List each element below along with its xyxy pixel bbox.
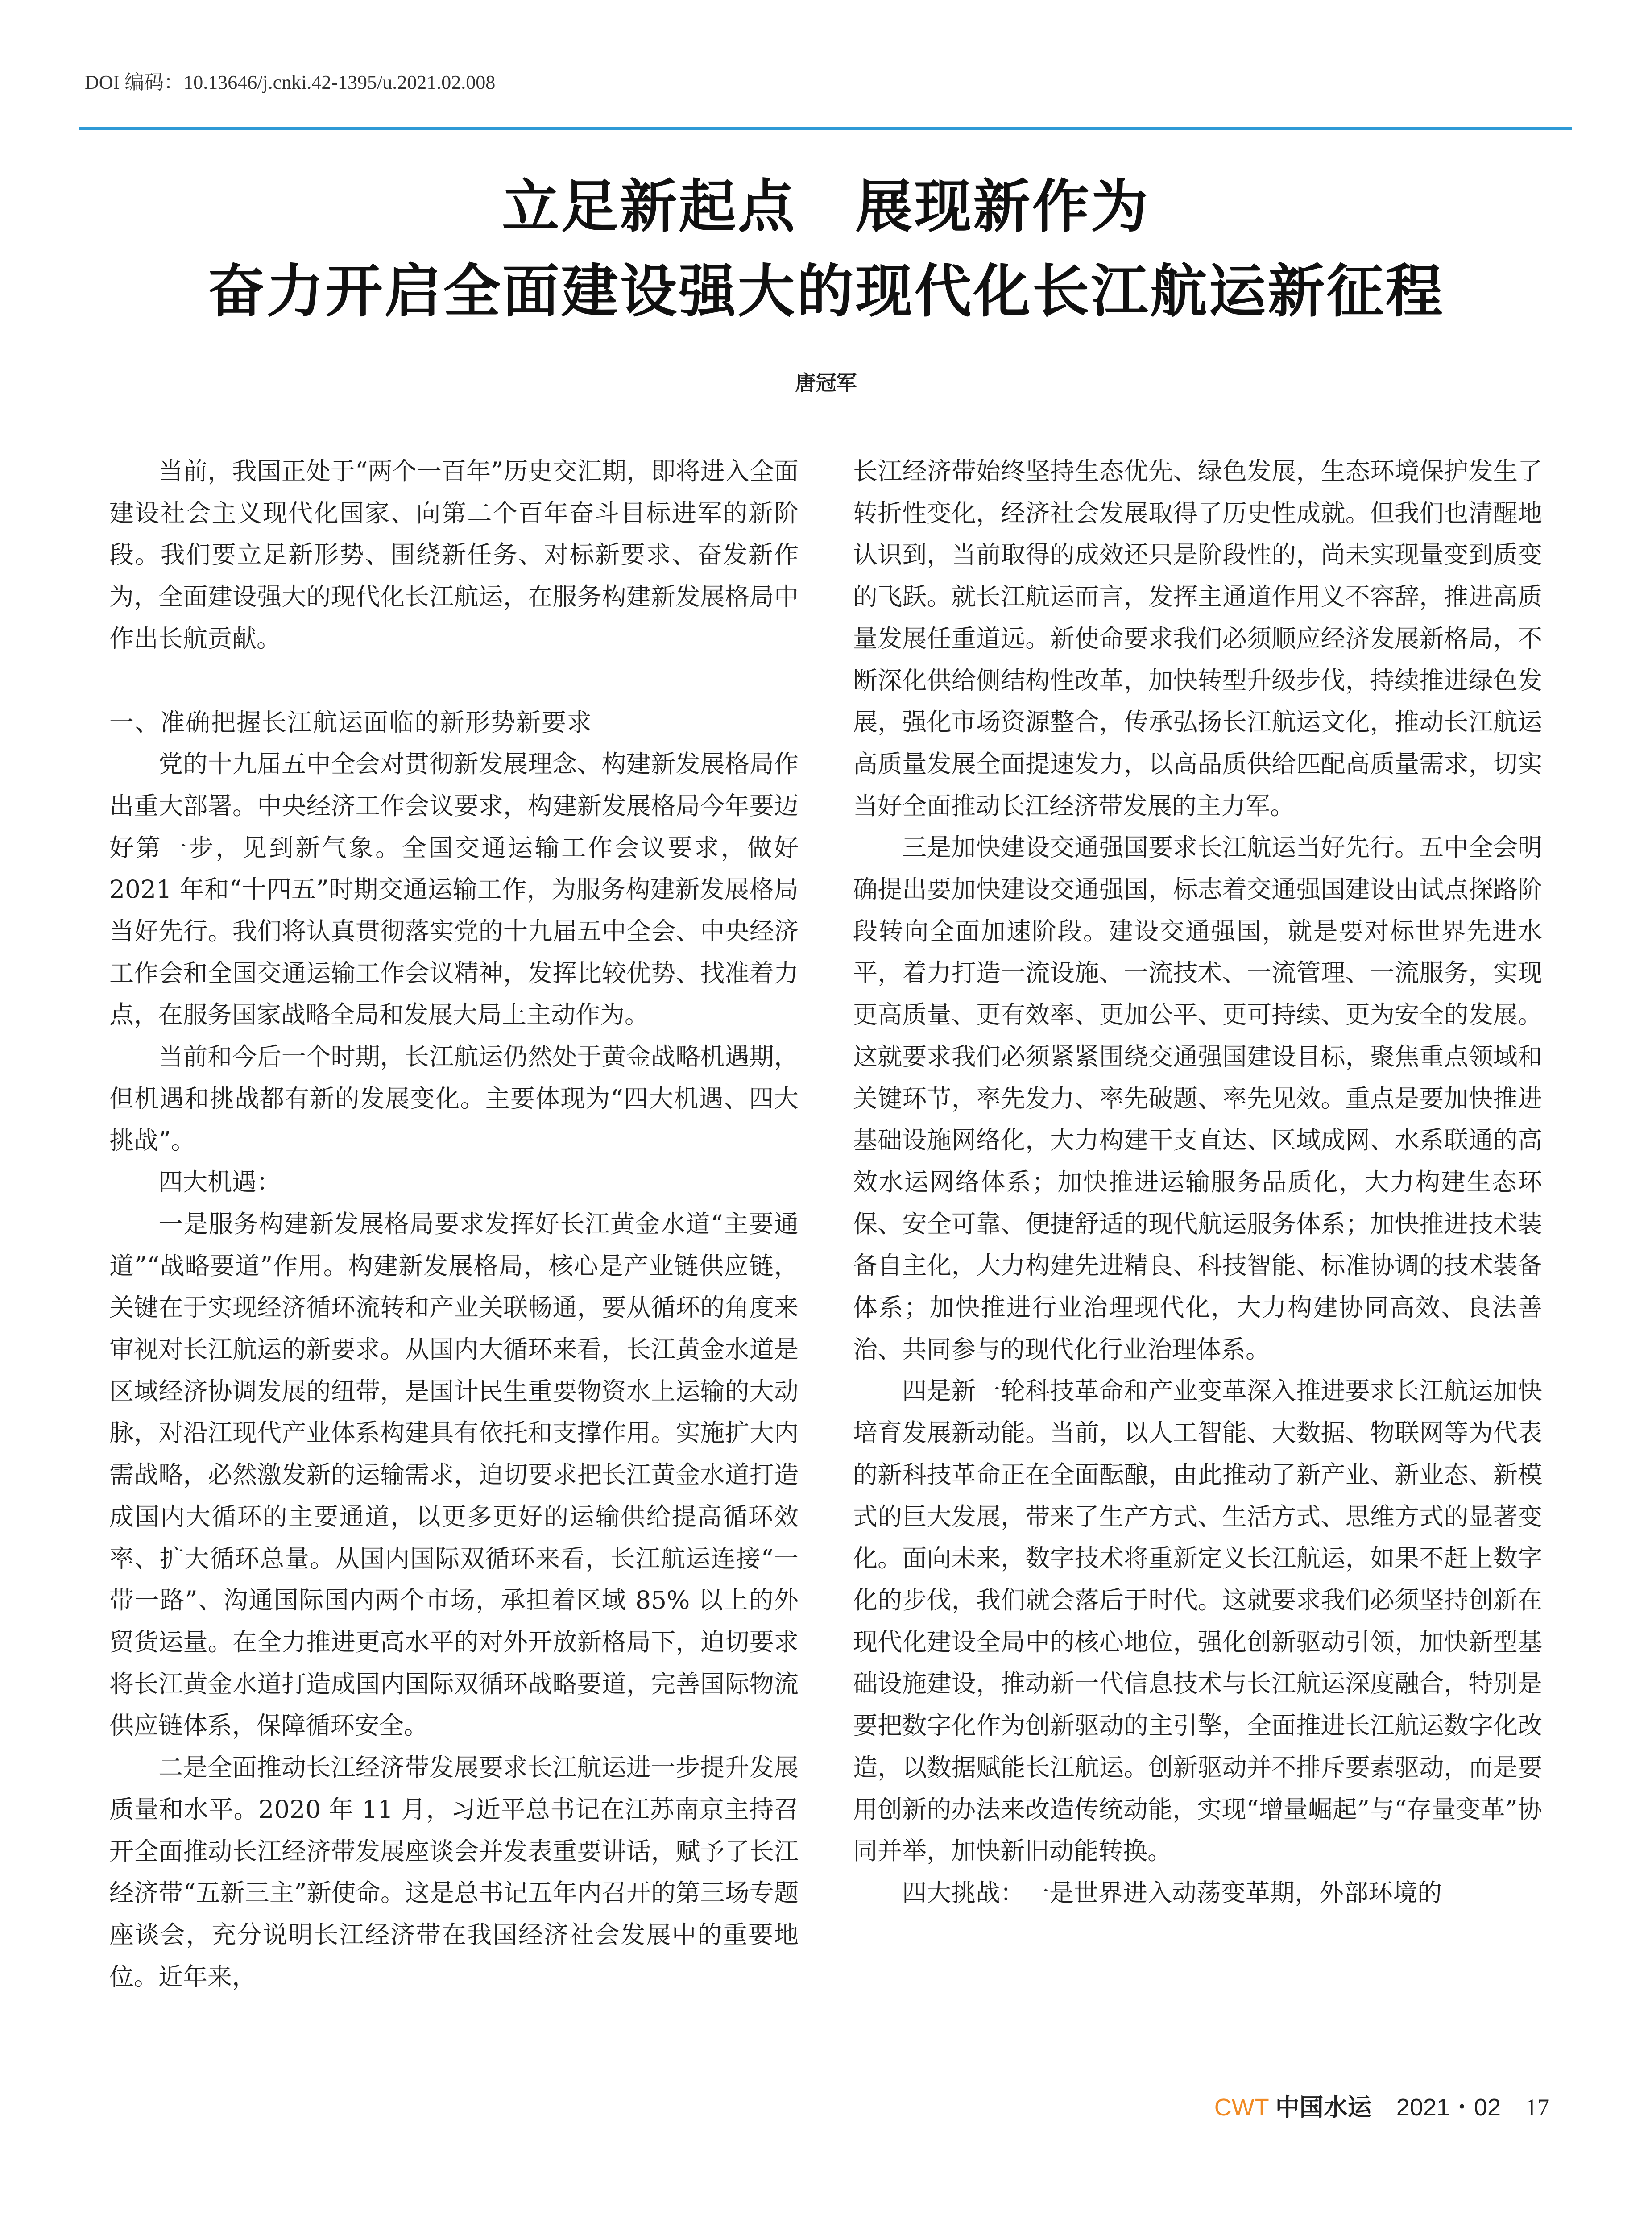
paragraph: 党的十九届五中全会对贯彻新发展理念、构建新发展格局作出重大部署。中央经济工作会议要求，构建新发展格局今年要迈好第一步，见到新气象。全国交通运输工作会议要求，做好 2021 年和“十四五”时期交通运输工作，为服务构建新发展格局当好先行。我们将认真贯彻落实党的十九届五中全会、中央经济工作会和全国交通运输工作会议精神，发挥比较优势、找准着力点，在服务国家战略全局和发展大局上主动作为。 bbox=[109, 750, 799, 1029]
paragraph: 长江经济带始终坚持生态优先、绿色发展，生态环境保护发生了转折性变化，经济社会发展取得了历史性成就。但我们也清醒地认识到，当前取得的成效还只是阶段性的，尚未实现量变到质变的飞跃。就长江航运而言，发挥主通道作用义不容辞，推进高质量发展任重道远。新使命要求我们必须顺应经济发展新格局，不断深化供给侧结构性改革，加快转型升级步伐，持续推进绿色发展，强化市场资源整合，传承弘扬长江航运文化，推动长江航运高质量发展全面提速发力，以高品质供给匹配高质量需求，切实当好全面推动长江经济带发展的主力军。 bbox=[853, 457, 1542, 820]
paragraph: 四大挑战：一是世界进入动荡变革期，外部环境的 bbox=[902, 1878, 1442, 1907]
paragraph: 三是加快建设交通强国要求长江航运当好先行。五中全会明确提出要加快建设交通强国，标志着交通强国建设由试点探路阶段转向全面加速阶段。建设交通强国，就是要对标世界先进水平，着力打造一流设施、一流技术、一流管理、一流服务，实现更高质量、更有效率、更加公平、更可持续、更为安全的发展。这就要求我们必须紧紧围绕交通强国建设目标，聚焦重点领域和关键环节，率先发力、率先破题、率先见效。重点是要加快推进基础设施网络化，大力构建干支直达、区域成网、水系联通的高效水运网络体系；加快推进运输服务品质化，大力构建生态环保、安全可靠、便捷舒适的现代航运服务体系；加快推进技术装备自主化，大力构建先进精良、科技智能、标准协调的技术装备体系；加快推进行业治理现代化，大力构建协同高效、良法善治、共同参与的现代化行业治理体系。 bbox=[853, 833, 1542, 1364]
article-title-line-2: 奋力开启全面建设强大的现代化长江航运新征程 bbox=[207, 258, 1445, 325]
doi-code: DOI 编码：10.13646/j.cnki.42-1395/u.2021.02.008 bbox=[85, 71, 496, 93]
article-title-line-1: 立足新起点 展现新作为 bbox=[502, 173, 1150, 240]
intro-paragraph: 当前，我国正处于“两个一百年”历史交汇期，即将进入全面建设社会主义现代化国家、向第二个百年奋斗目标进军的新阶段。我们要立足新形势、围绕新任务、对标新要求、奋发新作为，全面建设强大的现代化长江航运，在服务构建新发展格局中作出长航贡献。 bbox=[109, 457, 799, 653]
author-name: 唐冠军 bbox=[795, 371, 857, 395]
journal-brand-logo: CWT bbox=[1214, 2094, 1269, 2121]
right-column bbox=[853, 451, 1542, 1914]
left-column bbox=[109, 451, 799, 1998]
page-footer bbox=[1214, 2088, 1549, 2123]
header-rule bbox=[79, 127, 1572, 130]
section-heading-1: 一、准确把握长江航运面临的新形势新要求 bbox=[109, 708, 593, 737]
page-number: 17 bbox=[1525, 2094, 1549, 2121]
paragraph: 四大机遇： bbox=[158, 1168, 282, 1197]
paragraph: 一是服务构建新发展格局要求发挥好长江黄金水道“主要通道”“战略要道”作用。构建新发展格局，核心是产业链供应链，关键在于实现经济循环流转和产业关联畅通，要从循环的角度来审视对长江航运的新要求。从国内大循环来看，长江黄金水道是区域经济协调发展的纽带，是国计民生重要物资水上运输的大动脉，对沿江现代产业体系构建具有依托和支撑作用。实施扩大内需战略，必然激发新的运输需求，迫切要求把长江黄金水道打造成国内大循环的主要通道，以更多更好的运输供给提高循环效率、扩大循环总量。从国内国际双循环来看，长江航运连接“一带一路”、沟通国际国内两个市场，承担着区域 85% 以上的外贸货运量。在全力推进更高水平的对外开放新格局下，迫切要求将长江黄金水道打造成国内国际双循环战略要道，完善国际物流供应链体系，保障循环安全。 bbox=[109, 1209, 799, 1740]
paragraph: 二是全面推动长江经济带发展要求长江航运进一步提升发展质量和水平。2020 年 11 月，习近平总书记在江苏南京主持召开全面推动长江经济带发展座谈会并发表重要讲话，赋予了长江经济带“五新三主”新使命。这是总书记五年内召开的第三场专题座谈会，充分说明长江经济带在我国经济社会发展中的重要地位。近年来， bbox=[109, 1753, 799, 1991]
paragraph: 四是新一轮科技革命和产业变革深入推进要求长江航运加快培育发展新动能。当前，以人工智能、大数据、物联网等为代表的新科技革命正在全面酝酿，由此推动了新产业、新业态、新模式的巨大发展，带来了生产方式、生活方式、思维方式的显著变化。面向未来，数字技术将重新定义长江航运，如果不赶上数字化的步伐，我们就会落后于时代。这就要求我们必须坚持创新在现代化建设全局中的核心地位，强化创新驱动引领，加快新型基础设施建设，推动新一代信息技术与长江航运深度融合，特别是要把数字化作为创新驱动的主引擎，全面推进长江航运数字化改造，以数据赋能长江航运。创新驱动并不排斥要素驱动，而是要用创新的办法来改造传统动能，实现“增量崛起”与“存量变革”协同并举，加快新旧动能转换。 bbox=[853, 1377, 1542, 1866]
issue-number: 2021・02 bbox=[1396, 2094, 1501, 2121]
paragraph: 当前和今后一个时期，长江航运仍然处于黄金战略机遇期，但机遇和挑战都有新的发展变化。主要体现为“四大机遇、四大挑战”。 bbox=[109, 1042, 799, 1155]
journal-name: 中国水运 bbox=[1275, 2093, 1372, 2121]
